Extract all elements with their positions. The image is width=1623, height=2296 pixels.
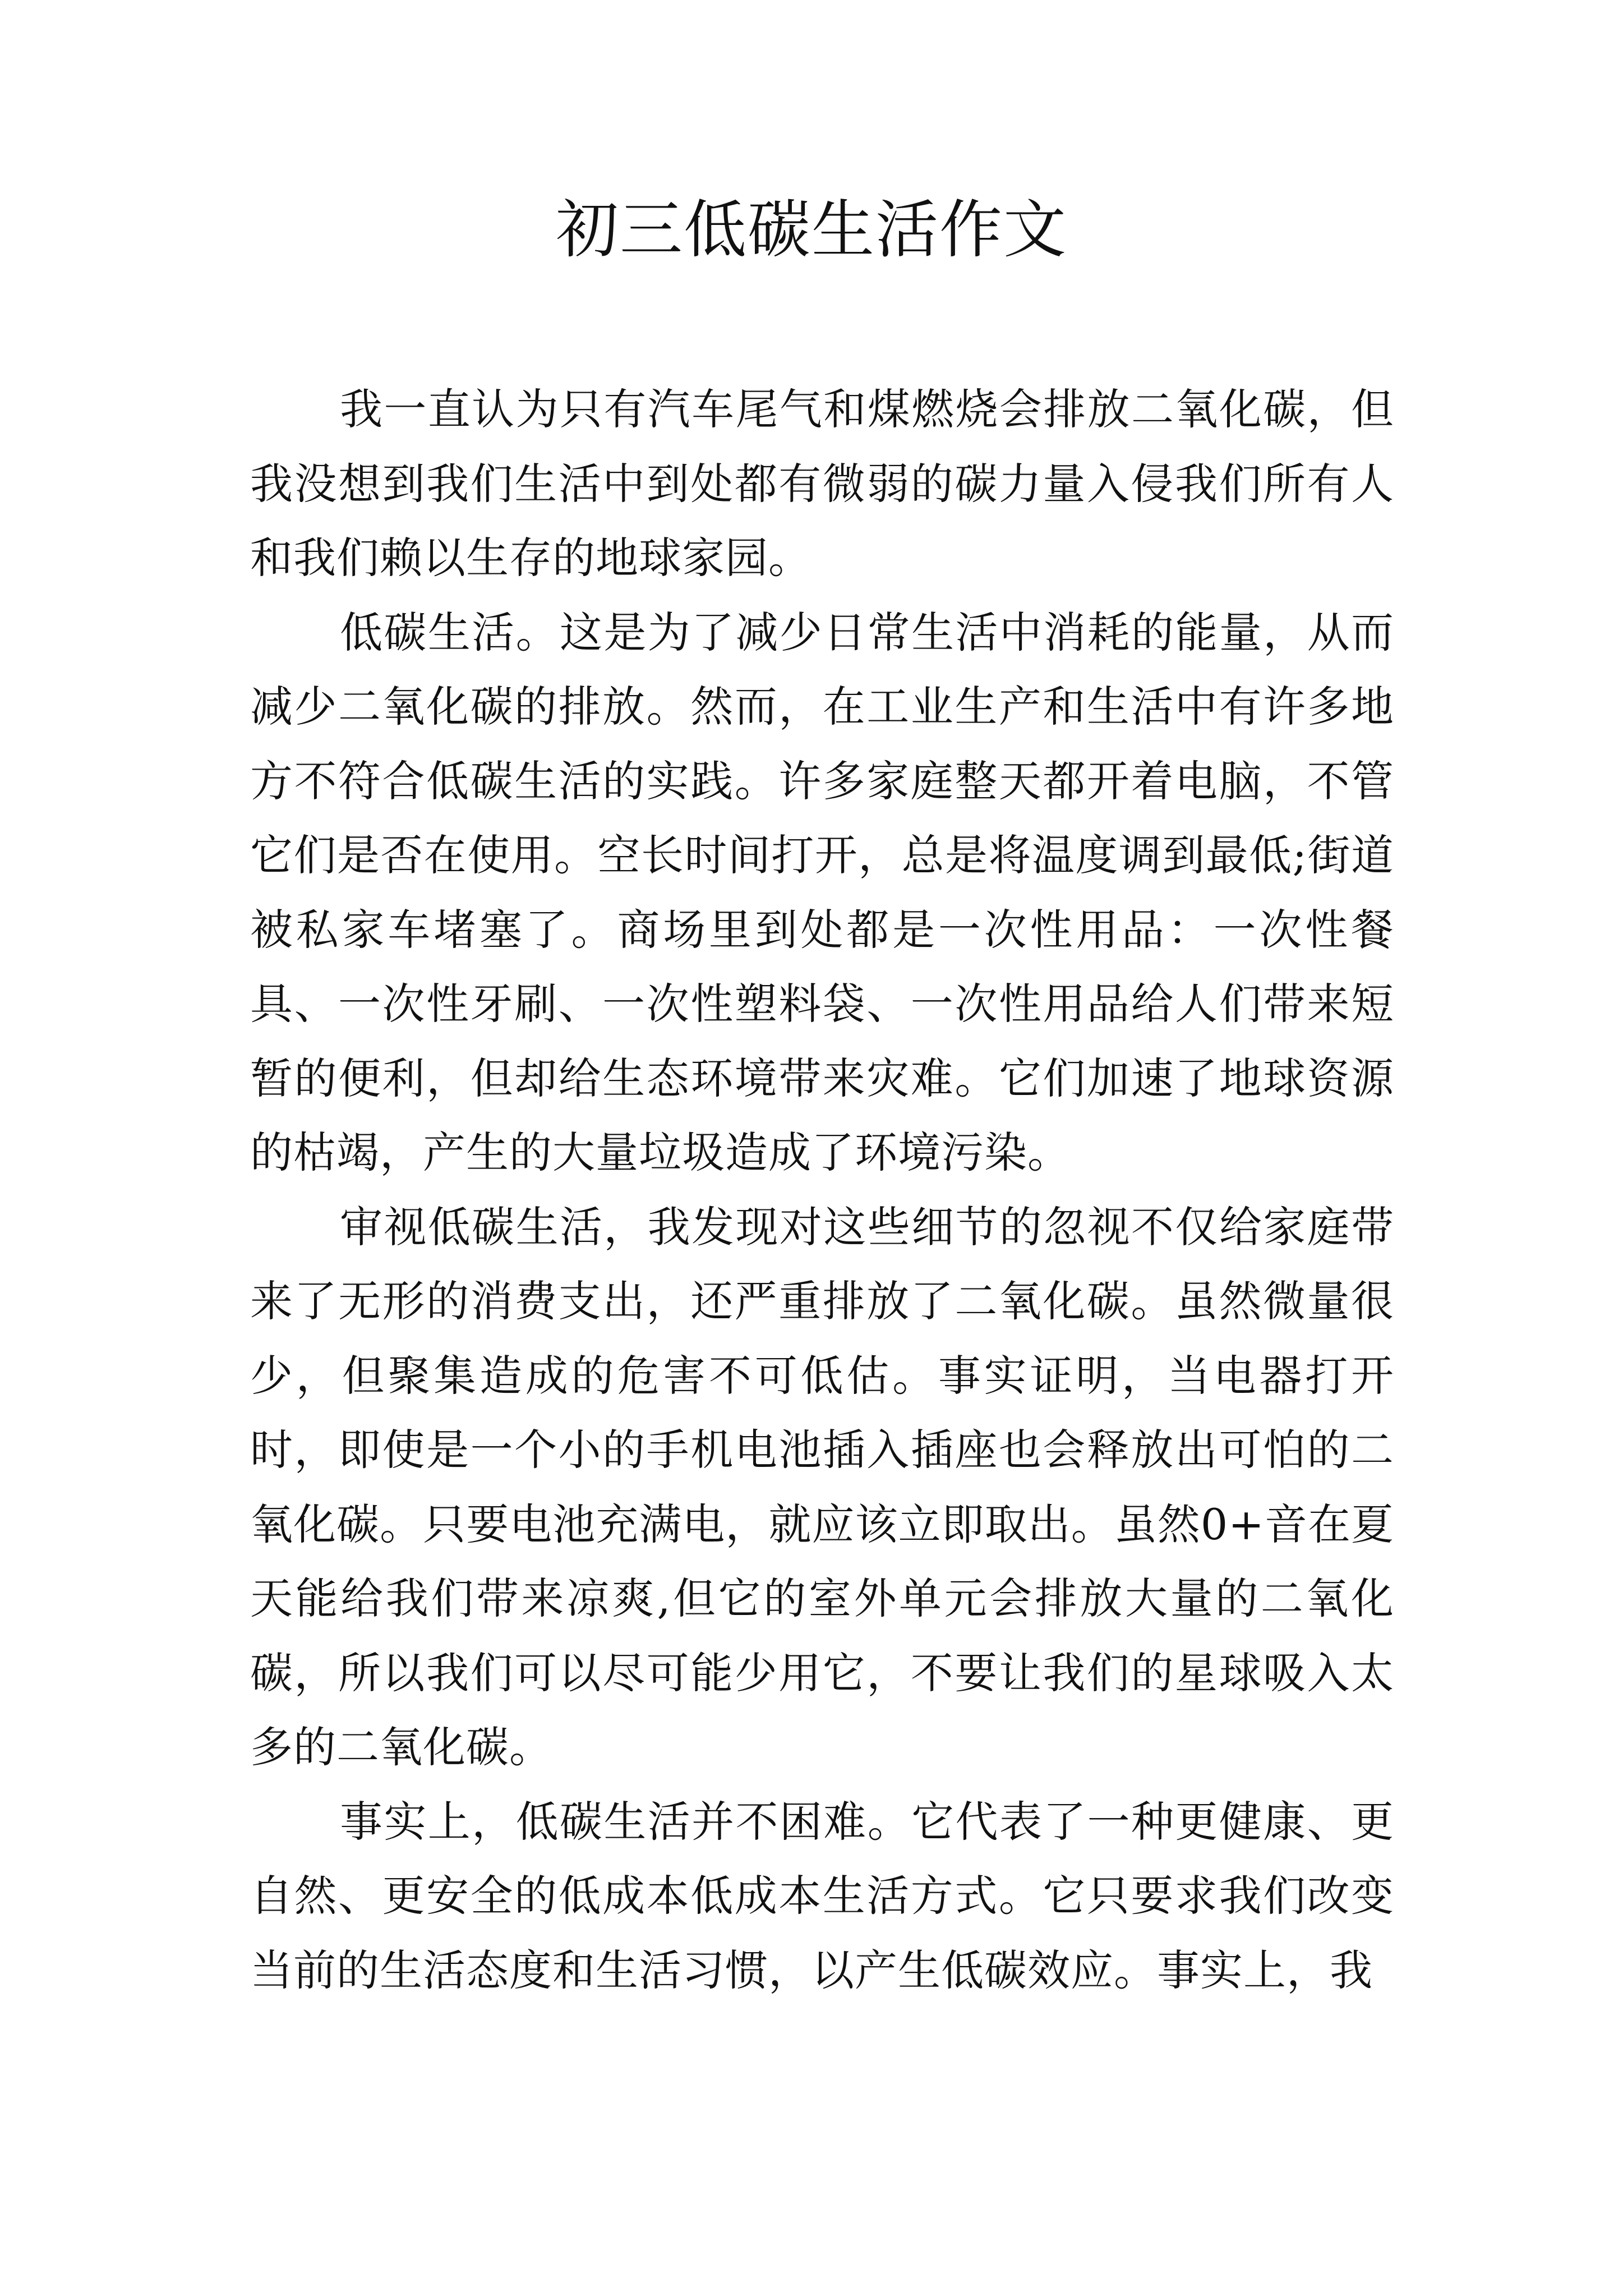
paragraph-1: 我一直认为只有汽车尾气和煤燃烧会排放二氧化碳，但我没想到我们生活中到处都有微弱的碳力量入侵我们所有人和我们赖以生存的地球家园。 [250, 384, 1394, 583]
essay-body [250, 372, 1394, 2008]
paragraph-2: 低碳生活。这是为了减少日常生活中消耗的能量，从而减少二氧化碳的排放。然而，在工业生产和生活中有许多地方不符合低碳生活的实践。许多家庭整天都开着电脑，不管它们是否在使用。空长时间打开，总是将温度调到最低;街道被私家车堵塞了。商场里到处都是一次性用品：一次性餐具、一次性牙刷、一次性塑料袋、一次性用品给人们带来短暂的便利，但却给生态环境带来灾难。它们加速了地球资源的枯竭，产生的大量垃圾造成了环境污染。 [250, 607, 1394, 1177]
paragraph-3: 审视低碳生活，我发现对这些细节的忽视不仅给家庭带来了无形的消费支出，还严重排放了二氧化碳。虽然微量很少，但聚集造成的危害不可低估。事实证明，当电器打开时，即使是一个小的手机电池插入插座也会释放出可怕的二氧化碳。只要电池充满电，就应该立即取出。虽然0+音在夏天能给我们带来凉爽,但它的室外单元会排放大量的二氧化碳，所以我们可以尽可能少用它，不要让我们的星球吸入太多的二氧化碳。 [250, 1202, 1394, 1772]
paragraph-4: 事实上，低碳生活并不困难。它代表了一种更健康、更自然、更安全的低成本低成本生活方式。它只要求我们改变当前的生活态度和生活习惯，以产生低碳效应。事实上，我 [250, 1796, 1394, 1995]
page-title: 初三低碳生活作文 [556, 194, 1067, 266]
